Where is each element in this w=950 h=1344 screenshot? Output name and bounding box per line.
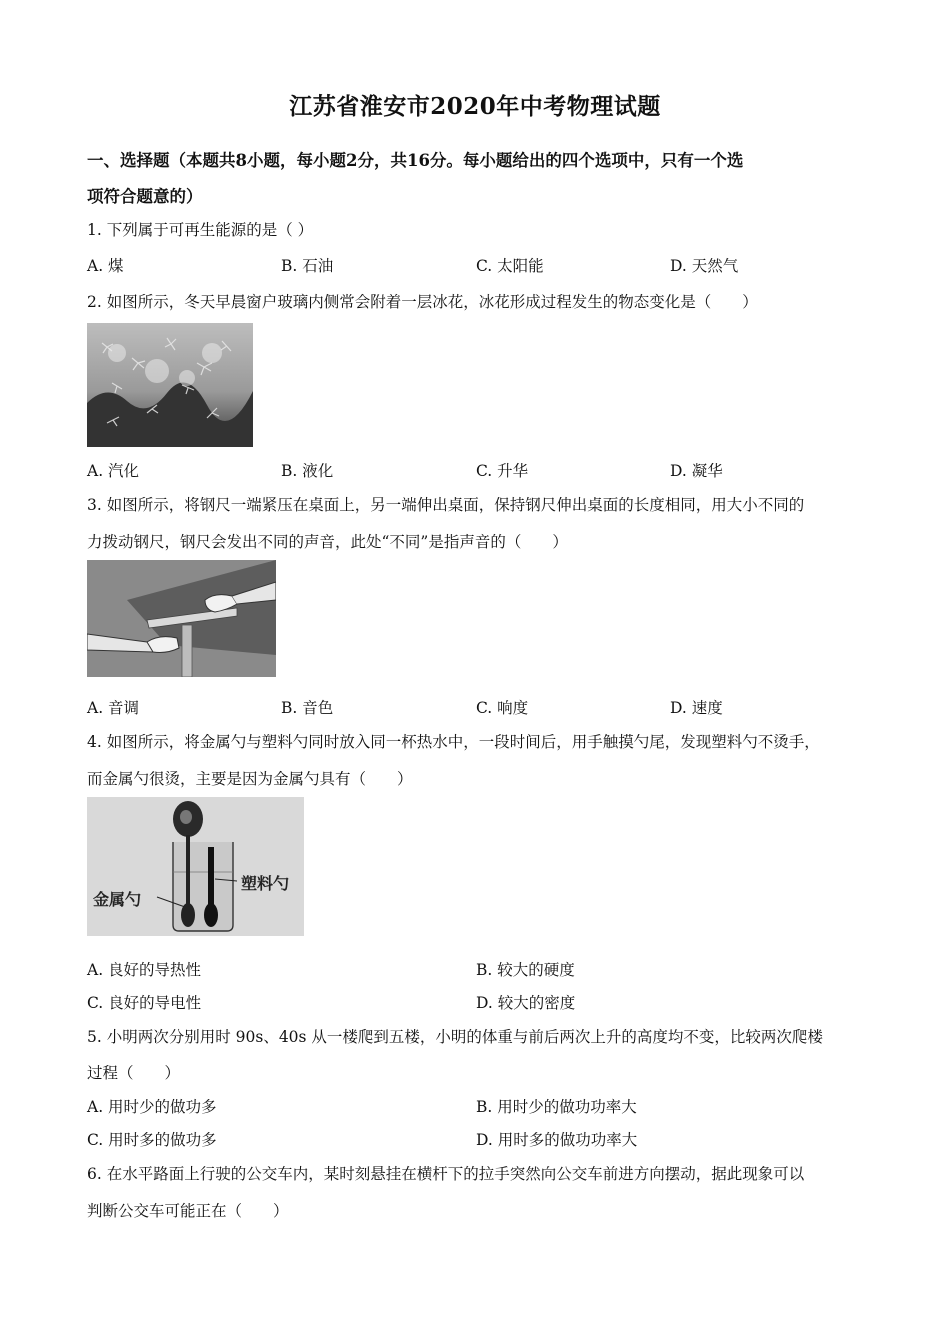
question-5-option-a: A. 用时少的做功多 [87, 1098, 217, 1116]
question-5-stem-line1: 5. 小明两次分别用时 90s、40s 从一楼爬到五楼，小明的体重与前后两次上升的高度均不变，比较两次爬楼 [87, 1028, 823, 1046]
steel-ruler-photo [87, 560, 276, 677]
question-1-option-d: D. 天然气 [670, 257, 739, 275]
question-1-option-a: A. 煤 [87, 257, 124, 275]
spoons-in-beaker-figure [87, 797, 304, 936]
page-title: 江苏省淮安市2020年中考物理试题 [289, 93, 661, 120]
question-3-option-a: A. 音调 [87, 699, 140, 717]
question-3-option-c: C. 响度 [476, 699, 529, 717]
question-4-option-d: D. 较大的密度 [476, 994, 576, 1012]
question-4-stem-line1: 4. 如图所示，将金属勺与塑料勺同时放入同一杯热水中，一段时间后，用手触摸勺尾，发现塑料勺不烫手， [87, 733, 820, 751]
question-1-stem: 1. 下列属于可再生能源的是（ ） [87, 221, 314, 239]
plastic-spoon-label: 塑料勺 [241, 874, 290, 893]
question-6-stem-line2: 判断公交车可能正在（ ） [87, 1202, 289, 1220]
question-4-option-c: C. 良好的导电性 [87, 994, 202, 1012]
question-5-option-b: B. 用时少的做功功率大 [476, 1098, 637, 1116]
question-2-option-c: C. 升华 [476, 462, 529, 480]
question-5-option-d: D. 用时多的做功功率大 [476, 1131, 638, 1149]
question-4-option-b: B. 较大的硬度 [476, 961, 575, 979]
frost-window-photo [87, 323, 253, 447]
question-2-stem: 2. 如图所示，冬天早晨窗户玻璃内侧常会附着一层冰花，冰花形成过程发生的物态变化是（ ） [87, 293, 758, 311]
question-2-option-d: D. 凝华 [670, 462, 723, 480]
question-1-option-c: C. 太阳能 [476, 257, 544, 275]
question-3-option-d: D. 速度 [670, 699, 723, 717]
section-heading-line2: 项符合题意的） [87, 187, 203, 206]
question-1-option-b: B. 石油 [281, 257, 334, 275]
question-3-stem-line1: 3. 如图所示，将钢尺一端紧压在桌面上，另一端伸出桌面，保持钢尺伸出桌面的长度相同，用大小不同的 [87, 496, 805, 514]
question-2-option-b: B. 液化 [281, 462, 334, 480]
question-5-stem-line2: 过程（ ） [87, 1064, 181, 1082]
section-heading-line1: 一、选择题（本题共8小题，每小题2分，共16分。每小题给出的四个选项中，只有一个选 [87, 151, 744, 170]
question-6-stem-line1: 6. 在水平路面上行驶的公交车内，某时刻悬挂在横杆下的拉手突然向公交车前进方向摆动，据此现象可以 [87, 1165, 805, 1183]
question-3-stem-line2: 力拨动钢尺，钢尺会发出不同的声音，此处“不同”是指声音的（ ） [87, 533, 568, 551]
question-4-stem-line2: 而金属勺很烫，主要是因为金属勺具有（ ） [87, 770, 413, 788]
question-4-option-a: A. 良好的导热性 [87, 961, 202, 979]
question-5-option-c: C. 用时多的做功多 [87, 1131, 217, 1149]
question-3-option-b: B. 音色 [281, 699, 334, 717]
question-2-option-a: A. 汽化 [87, 462, 140, 480]
metal-spoon-label: 金属勺 [93, 890, 142, 909]
